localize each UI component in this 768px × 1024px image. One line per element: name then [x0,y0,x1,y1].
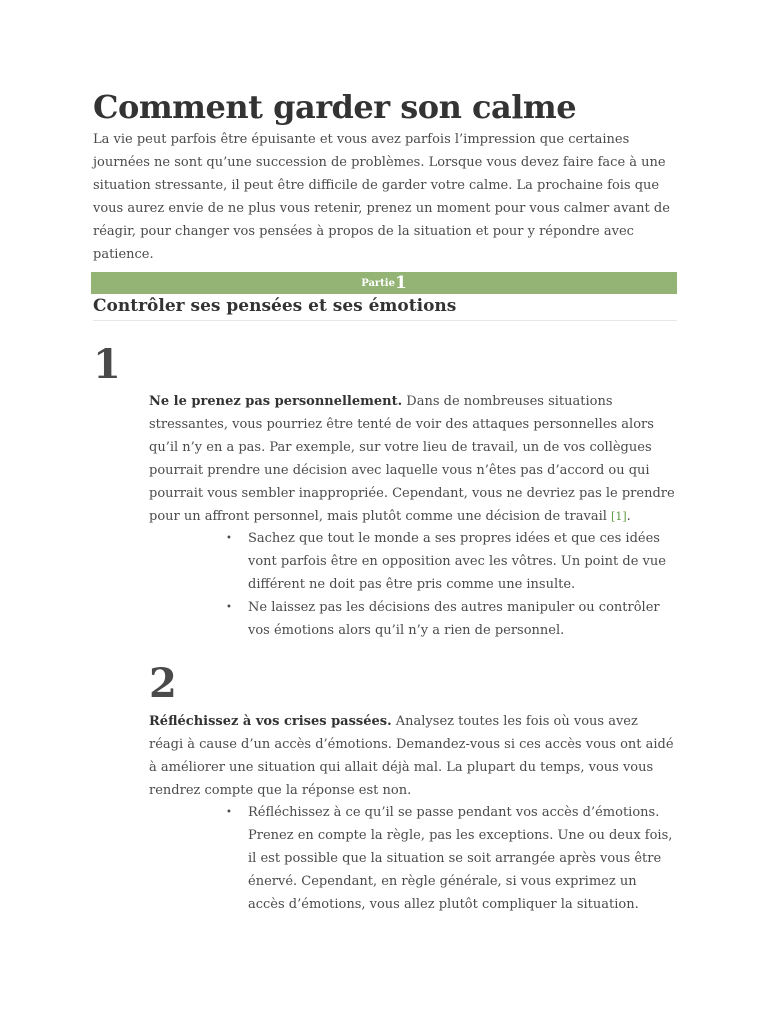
step-1-bullets [226,527,672,642]
bullet-text: Réfléchissez à ce qu’il se passe pendant vos accès d’émotions. Prenez en compte la règle, pas les exceptions. Une ou deux fois, il est possible que la situation se soit arrangée après vous être énervé. Cependant, en règle générale, si vous exprimez un accès d’émotions, vous allez plutôt compliquer la situation. [248,805,673,912]
step-body-1: Dans de nombreuses situations stressantes, vous pourriez être tenté de voir des attaques personnelles alors qu’il n’y en a pas. Par exemple, sur votre lieu de travail, un de vos collègues pourrait prendre une décision avec laquelle vous n’êtes pas d’accord ou qui pourrait vous sembler inappropriée. Cependant, vous ne devriez pas le prendre pour un affront personnel, mais plutôt comme une décision de travail [149,394,675,524]
reference-link[interactable]: [1] [611,510,627,523]
section-title: Contrôler ses pensées et ses émotions [93,295,677,321]
list-item [226,801,676,916]
list-item [226,596,672,642]
bullet-text: Sachez que tout le monde a ses propres idées et que ces idées vont parfois être en opposition avec les vôtres. Un point de vue différent ne doit pas être pris comme une insulte. [248,531,666,592]
list-item [226,527,672,596]
part-number: 1 [394,273,407,293]
step-2-bullets [226,801,676,916]
bullet-icon: • [226,602,232,613]
bullet-icon: • [226,533,232,544]
bullet-text: Ne laissez pas les décisions des autres manipuler ou contrôler vos émotions alors qu’il n’y a rien de personnel. [248,600,660,638]
bullet-icon: • [226,807,232,818]
part-label: Partie [361,278,395,289]
step-text-2 [149,710,675,802]
page-title: Comment garder son calme [93,88,577,126]
part-banner [91,272,677,294]
step-end-1: . [626,509,631,524]
step-body-2: Analysez toutes les fois où vous avez réagi à cause d’un accès d’émotions. Demandez-vous si ces accès vous ont aidé à améliorer une situation qui allait déjà mal. La plupart du temps, vous vous rendrez compte que la réponse est non. [149,714,674,798]
article [93,88,677,912]
step-text-1 [149,390,675,528]
step-heading-1: Ne le prenez pas personnellement. [149,394,403,409]
step-heading-2: Réfléchissez à vos crises passées. [149,714,392,729]
step-number-2: 2 [149,660,177,707]
step-number-1: 1 [93,341,121,388]
intro-paragraph: La vie peut parfois être épuisante et vous avez parfois l’impression que certaines journées ne sont qu’une succession de problèmes. Lorsque vous devez faire face à une situation stressante, il peut être difficile de garder votre calme. La prochaine fois que vous aurez envie de ne plus vous retenir, prenez un moment pour vous calmer avant de réagir, pour changer vos pensées à propos de la situation et pour y répondre avec patience. [93,132,670,262]
